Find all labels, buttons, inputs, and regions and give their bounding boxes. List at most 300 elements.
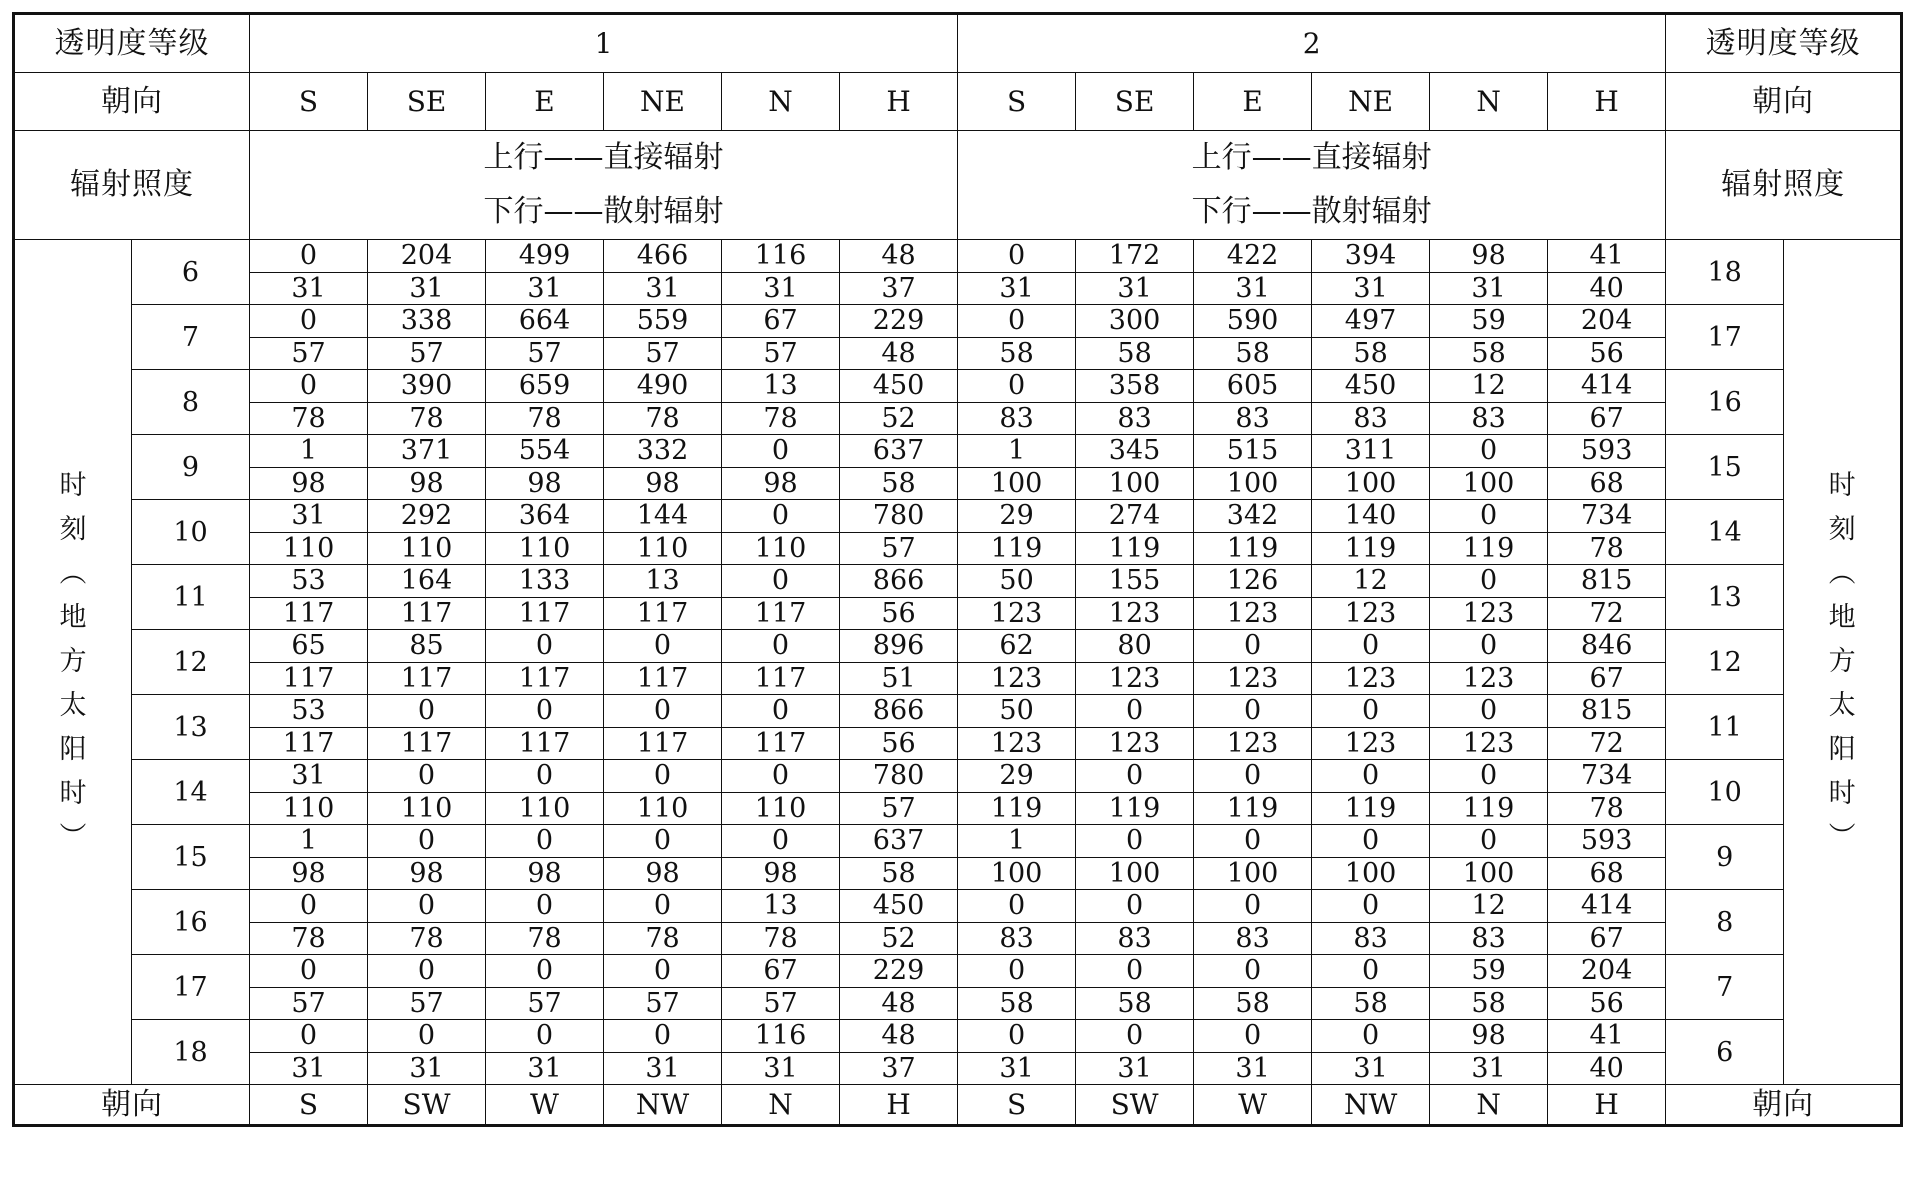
diffuse-value-cell: 68: [1548, 857, 1666, 890]
direct-value-cell: 13: [722, 370, 840, 403]
diffuse-value-cell: 119: [1194, 792, 1312, 825]
direct-value-cell: 65: [250, 630, 368, 663]
diffuse-value-cell: 117: [722, 662, 840, 695]
direct-value-cell: 0: [604, 890, 722, 923]
direct-value-cell: 50: [958, 695, 1076, 728]
diffuse-value-cell: 98: [604, 467, 722, 500]
direct-value-cell: 0: [1312, 955, 1430, 988]
direct-value-cell: 0: [1194, 695, 1312, 728]
time-label-char: 阳: [1828, 734, 1856, 765]
direct-value-cell: 0: [1430, 500, 1548, 533]
direct-value-cell: 490: [604, 370, 722, 403]
diffuse-value-cell: 57: [722, 337, 840, 370]
radiation-label-right: 辐射照度: [1666, 131, 1902, 240]
diffuse-value-cell: 83: [1430, 922, 1548, 955]
direct-value-cell: 815: [1548, 565, 1666, 598]
diffuse-radiation-row: [14, 922, 1902, 955]
direct-value-cell: 0: [1430, 630, 1548, 663]
direct-value-cell: 116: [722, 1020, 840, 1053]
direct-value-cell: 0: [486, 890, 604, 923]
diffuse-value-cell: 52: [840, 402, 958, 435]
direct-value-cell: 414: [1548, 890, 1666, 923]
mirror-hour-cell: 14: [1666, 500, 1784, 565]
diffuse-value-cell: 117: [250, 597, 368, 630]
direct-value-cell: 0: [486, 1020, 604, 1053]
diffuse-value-cell: 110: [486, 532, 604, 565]
direct-value-cell: 0: [486, 955, 604, 988]
diffuse-radiation-row: [14, 597, 1902, 630]
mirror-hour-cell: 10: [1666, 760, 1784, 825]
diffuse-value-cell: 123: [1076, 727, 1194, 760]
diffuse-value-cell: 83: [1076, 922, 1194, 955]
direct-value-cell: 515: [1194, 435, 1312, 468]
direct-value-cell: 13: [604, 565, 722, 598]
time-label-char: 刻: [59, 514, 87, 545]
direct-value-cell: 1: [958, 435, 1076, 468]
diffuse-value-cell: 123: [958, 727, 1076, 760]
direct-value-cell: 0: [1076, 825, 1194, 858]
orientation-cell: S: [250, 1085, 368, 1126]
direct-value-cell: 0: [958, 370, 1076, 403]
direct-value-cell: 0: [722, 825, 840, 858]
direct-value-cell: 67: [722, 305, 840, 338]
diffuse-value-cell: 58: [958, 337, 1076, 370]
direct-value-cell: 0: [604, 760, 722, 793]
direct-value-cell: 0: [1312, 1020, 1430, 1053]
orientation-label-right: 朝向: [1666, 1085, 1902, 1126]
direct-value-cell: 559: [604, 305, 722, 338]
orientation-cell: N: [722, 1085, 840, 1126]
diffuse-value-cell: 56: [1548, 337, 1666, 370]
diffuse-value-cell: 98: [486, 467, 604, 500]
diffuse-value-cell: 117: [486, 727, 604, 760]
orientation-cell: W: [486, 1085, 604, 1126]
direct-value-cell: 98: [1430, 240, 1548, 273]
direct-radiation-row: [14, 305, 1902, 338]
orientation-cell: SE: [368, 73, 486, 131]
direct-value-cell: 450: [840, 890, 958, 923]
diffuse-value-cell: 117: [250, 727, 368, 760]
time-label-char: 地: [59, 602, 87, 633]
time-label-char: 太: [59, 690, 87, 721]
diffuse-value-cell: 31: [958, 1052, 1076, 1085]
mirror-hour-cell: 16: [1666, 370, 1784, 435]
hour-cell: 6: [132, 240, 250, 305]
diffuse-radiation-row: [14, 272, 1902, 305]
mirror-hour-cell: 17: [1666, 305, 1784, 370]
direct-value-cell: 815: [1548, 695, 1666, 728]
time-label-char: 时: [1828, 470, 1856, 501]
direct-value-cell: 155: [1076, 565, 1194, 598]
diffuse-value-cell: 57: [368, 337, 486, 370]
diffuse-value-cell: 58: [1312, 337, 1430, 370]
diffuse-value-cell: 117: [722, 727, 840, 760]
direct-value-cell: 0: [722, 565, 840, 598]
diffuse-value-cell: 78: [486, 402, 604, 435]
diffuse-value-cell: 123: [1312, 662, 1430, 695]
direct-value-cell: 0: [1194, 630, 1312, 663]
diffuse-value-cell: 119: [1312, 532, 1430, 565]
diffuse-radiation-row: [14, 337, 1902, 370]
direct-value-cell: 0: [1076, 955, 1194, 988]
direct-value-cell: 0: [1430, 565, 1548, 598]
direct-value-cell: 62: [958, 630, 1076, 663]
direct-radiation-row: [14, 1020, 1902, 1053]
direct-value-cell: 0: [1312, 630, 1430, 663]
direct-value-cell: 497: [1312, 305, 1430, 338]
direct-value-cell: 229: [840, 305, 958, 338]
direct-value-cell: 0: [250, 370, 368, 403]
orientation-cell: E: [1194, 73, 1312, 131]
solar-radiation-table: [12, 12, 1903, 1127]
diffuse-radiation-row: [14, 727, 1902, 760]
orientation-cell: W: [1194, 1085, 1312, 1126]
diffuse-value-cell: 117: [604, 727, 722, 760]
direct-value-cell: 48: [840, 1020, 958, 1053]
direct-value-cell: 358: [1076, 370, 1194, 403]
mirror-hour-cell: 8: [1666, 890, 1784, 955]
direct-value-cell: 31: [250, 500, 368, 533]
direct-value-cell: 0: [1430, 695, 1548, 728]
direct-value-cell: 229: [840, 955, 958, 988]
hour-cell: 14: [132, 760, 250, 825]
lower-line-diffuse: 下行——散射辐射: [1191, 194, 1432, 229]
diffuse-value-cell: 31: [368, 1052, 486, 1085]
direct-radiation-row: [14, 825, 1902, 858]
time-label-right: [1784, 240, 1902, 1085]
orientation-cell: S: [958, 1085, 1076, 1126]
orientation-row-bottom: [14, 1085, 1902, 1126]
upper-line-direct: 上行——直接辐射: [483, 140, 724, 175]
time-label-char: ︵: [1828, 558, 1856, 589]
direct-value-cell: 172: [1076, 240, 1194, 273]
diffuse-value-cell: 83: [1312, 922, 1430, 955]
diffuse-value-cell: 56: [1548, 987, 1666, 1020]
direct-value-cell: 0: [722, 630, 840, 663]
diffuse-value-cell: 58: [1312, 987, 1430, 1020]
direct-value-cell: 292: [368, 500, 486, 533]
direct-value-cell: 204: [1548, 955, 1666, 988]
diffuse-radiation-row: [14, 792, 1902, 825]
transparency-label-left: 透明度等级: [14, 14, 250, 73]
diffuse-value-cell: 123: [1076, 597, 1194, 630]
diffuse-value-cell: 67: [1548, 662, 1666, 695]
diffuse-value-cell: 78: [1548, 792, 1666, 825]
mirror-hour-cell: 7: [1666, 955, 1784, 1020]
diffuse-value-cell: 58: [1430, 987, 1548, 1020]
time-label-char: 地: [1828, 602, 1856, 633]
diffuse-value-cell: 123: [1430, 727, 1548, 760]
hour-cell: 9: [132, 435, 250, 500]
diffuse-value-cell: 68: [1548, 467, 1666, 500]
diffuse-value-cell: 48: [840, 337, 958, 370]
hour-cell: 18: [132, 1020, 250, 1085]
diffuse-value-cell: 58: [1076, 987, 1194, 1020]
direct-value-cell: 48: [840, 240, 958, 273]
diffuse-value-cell: 98: [250, 467, 368, 500]
direct-value-cell: 41: [1548, 1020, 1666, 1053]
orientation-row-top: [14, 73, 1902, 131]
hour-cell: 17: [132, 955, 250, 1020]
diffuse-value-cell: 119: [958, 792, 1076, 825]
diffuse-value-cell: 57: [722, 987, 840, 1020]
direct-value-cell: 896: [840, 630, 958, 663]
direct-value-cell: 659: [486, 370, 604, 403]
time-label-char: 时: [59, 470, 87, 501]
diffuse-value-cell: 98: [368, 857, 486, 890]
diffuse-value-cell: 57: [250, 987, 368, 1020]
direct-value-cell: 338: [368, 305, 486, 338]
diffuse-value-cell: 31: [1076, 1052, 1194, 1085]
diffuse-value-cell: 31: [486, 1052, 604, 1085]
diffuse-value-cell: 117: [486, 662, 604, 695]
direct-value-cell: 0: [250, 240, 368, 273]
orientation-cell: NW: [604, 1085, 722, 1126]
direct-radiation-row: [14, 565, 1902, 598]
diffuse-value-cell: 31: [958, 272, 1076, 305]
mirror-hour-cell: 6: [1666, 1020, 1784, 1085]
direct-value-cell: 0: [368, 695, 486, 728]
table-wrapper: [12, 12, 1902, 1127]
diffuse-value-cell: 110: [368, 532, 486, 565]
direct-value-cell: 422: [1194, 240, 1312, 273]
direct-value-cell: 12: [1430, 890, 1548, 923]
direct-value-cell: 0: [958, 1020, 1076, 1053]
direct-value-cell: 0: [1076, 695, 1194, 728]
hour-cell: 10: [132, 500, 250, 565]
diffuse-value-cell: 110: [722, 532, 840, 565]
diffuse-value-cell: 31: [604, 1052, 722, 1085]
direct-value-cell: 311: [1312, 435, 1430, 468]
direct-radiation-row: [14, 435, 1902, 468]
diffuse-value-cell: 58: [1430, 337, 1548, 370]
direct-value-cell: 0: [604, 955, 722, 988]
diffuse-value-cell: 31: [1194, 272, 1312, 305]
direct-value-cell: 371: [368, 435, 486, 468]
direct-value-cell: 59: [1430, 955, 1548, 988]
direct-value-cell: 126: [1194, 565, 1312, 598]
diffuse-value-cell: 78: [486, 922, 604, 955]
diffuse-value-cell: 83: [1194, 922, 1312, 955]
diffuse-value-cell: 78: [604, 922, 722, 955]
direct-value-cell: 0: [1194, 760, 1312, 793]
direct-value-cell: 0: [1312, 890, 1430, 923]
direct-value-cell: 80: [1076, 630, 1194, 663]
direct-value-cell: 332: [604, 435, 722, 468]
direct-radiation-row: [14, 695, 1902, 728]
direct-value-cell: 0: [722, 500, 840, 533]
orientation-cell: SW: [1076, 1085, 1194, 1126]
diffuse-value-cell: 31: [1430, 272, 1548, 305]
diffuse-value-cell: 123: [958, 662, 1076, 695]
diffuse-value-cell: 83: [958, 402, 1076, 435]
diffuse-value-cell: 117: [368, 727, 486, 760]
diffuse-value-cell: 119: [1076, 532, 1194, 565]
direct-value-cell: 29: [958, 500, 1076, 533]
direct-value-cell: 0: [722, 435, 840, 468]
diffuse-value-cell: 119: [1430, 532, 1548, 565]
direct-value-cell: 414: [1548, 370, 1666, 403]
direct-value-cell: 0: [486, 760, 604, 793]
direct-value-cell: 0: [1312, 695, 1430, 728]
direct-value-cell: 0: [1194, 825, 1312, 858]
time-label-char: 时: [1828, 778, 1856, 809]
diffuse-value-cell: 31: [250, 1052, 368, 1085]
diffuse-value-cell: 100: [1430, 857, 1548, 890]
hour-cell: 16: [132, 890, 250, 955]
diffuse-value-cell: 58: [1194, 987, 1312, 1020]
diffuse-value-cell: 119: [1076, 792, 1194, 825]
diffuse-value-cell: 100: [1312, 467, 1430, 500]
upper-line-direct: 上行——直接辐射: [1191, 140, 1432, 175]
diffuse-radiation-row: [14, 402, 1902, 435]
diffuse-value-cell: 31: [368, 272, 486, 305]
orientation-cell: S: [250, 73, 368, 131]
direct-value-cell: 554: [486, 435, 604, 468]
direct-value-cell: 846: [1548, 630, 1666, 663]
diffuse-value-cell: 78: [250, 922, 368, 955]
diffuse-value-cell: 78: [604, 402, 722, 435]
direct-value-cell: 780: [840, 760, 958, 793]
direct-value-cell: 0: [486, 825, 604, 858]
direct-value-cell: 59: [1430, 305, 1548, 338]
diffuse-value-cell: 83: [958, 922, 1076, 955]
direct-value-cell: 12: [1430, 370, 1548, 403]
direct-radiation-row: [14, 760, 1902, 793]
diffuse-radiation-row: [14, 532, 1902, 565]
diffuse-value-cell: 57: [250, 337, 368, 370]
diffuse-value-cell: 100: [958, 857, 1076, 890]
direct-value-cell: 0: [604, 1020, 722, 1053]
diffuse-value-cell: 100: [1312, 857, 1430, 890]
orientation-cell: S: [958, 73, 1076, 131]
direct-value-cell: 605: [1194, 370, 1312, 403]
diffuse-value-cell: 78: [722, 922, 840, 955]
diffuse-value-cell: 100: [1076, 857, 1194, 890]
direct-value-cell: 300: [1076, 305, 1194, 338]
orientation-label-right: 朝向: [1666, 73, 1902, 131]
diffuse-value-cell: 83: [1076, 402, 1194, 435]
time-label-char: 方: [59, 646, 87, 677]
diffuse-value-cell: 57: [604, 987, 722, 1020]
diffuse-value-cell: 48: [840, 987, 958, 1020]
diffuse-value-cell: 98: [604, 857, 722, 890]
direct-value-cell: 0: [368, 760, 486, 793]
direct-value-cell: 466: [604, 240, 722, 273]
direct-value-cell: 0: [1312, 760, 1430, 793]
time-label-char: ︵: [59, 558, 87, 589]
orientation-cell: NE: [604, 73, 722, 131]
direct-value-cell: 450: [840, 370, 958, 403]
direct-value-cell: 0: [1430, 825, 1548, 858]
direct-value-cell: 29: [958, 760, 1076, 793]
diffuse-value-cell: 31: [250, 272, 368, 305]
diffuse-value-cell: 117: [250, 662, 368, 695]
diffuse-value-cell: 31: [722, 272, 840, 305]
diffuse-value-cell: 78: [1548, 532, 1666, 565]
diffuse-value-cell: 57: [840, 792, 958, 825]
mirror-hour-cell: 13: [1666, 565, 1784, 630]
direct-value-cell: 0: [1194, 890, 1312, 923]
time-label-char: 刻: [1828, 514, 1856, 545]
orientation-cell: N: [1430, 1085, 1548, 1126]
direct-value-cell: 0: [1194, 955, 1312, 988]
direct-value-cell: 53: [250, 695, 368, 728]
direct-value-cell: 204: [1548, 305, 1666, 338]
direct-value-cell: 1: [958, 825, 1076, 858]
direct-value-cell: 0: [250, 305, 368, 338]
diffuse-value-cell: 58: [840, 467, 958, 500]
diffuse-value-cell: 100: [1194, 857, 1312, 890]
direct-value-cell: 274: [1076, 500, 1194, 533]
diffuse-value-cell: 110: [604, 792, 722, 825]
diffuse-value-cell: 110: [604, 532, 722, 565]
direct-value-cell: 0: [368, 825, 486, 858]
diffuse-radiation-row: [14, 987, 1902, 1020]
diffuse-value-cell: 117: [604, 597, 722, 630]
mirror-hour-cell: 18: [1666, 240, 1784, 305]
diffuse-value-cell: 119: [1312, 792, 1430, 825]
diffuse-value-cell: 123: [1194, 597, 1312, 630]
diffuse-value-cell: 100: [1430, 467, 1548, 500]
direct-value-cell: 390: [368, 370, 486, 403]
diffuse-radiation-row: [14, 467, 1902, 500]
mirror-hour-cell: 15: [1666, 435, 1784, 500]
orientation-cell: H: [1548, 73, 1666, 131]
diffuse-value-cell: 123: [1430, 597, 1548, 630]
orientation-cell: NE: [1312, 73, 1430, 131]
diffuse-value-cell: 57: [604, 337, 722, 370]
transparency-level-2: 2: [958, 14, 1666, 73]
direct-value-cell: 364: [486, 500, 604, 533]
direct-value-cell: 593: [1548, 825, 1666, 858]
diffuse-value-cell: 110: [368, 792, 486, 825]
direct-value-cell: 499: [486, 240, 604, 273]
direct-value-cell: 866: [840, 695, 958, 728]
diffuse-value-cell: 31: [1194, 1052, 1312, 1085]
direct-radiation-row: [14, 630, 1902, 663]
direct-value-cell: 0: [958, 890, 1076, 923]
transparency-row: [14, 14, 1902, 73]
direct-value-cell: 116: [722, 240, 840, 273]
direct-value-cell: 0: [368, 955, 486, 988]
direct-value-cell: 0: [1312, 825, 1430, 858]
time-label-left: [14, 240, 132, 1085]
diffuse-value-cell: 117: [604, 662, 722, 695]
diffuse-value-cell: 83: [1194, 402, 1312, 435]
direct-value-cell: 0: [250, 890, 368, 923]
diffuse-value-cell: 58: [1076, 337, 1194, 370]
diffuse-value-cell: 31: [1076, 272, 1194, 305]
direct-radiation-row: [14, 500, 1902, 533]
diffuse-value-cell: 117: [368, 662, 486, 695]
hour-cell: 15: [132, 825, 250, 890]
direct-value-cell: 0: [604, 825, 722, 858]
orientation-cell: N: [722, 73, 840, 131]
diffuse-value-cell: 110: [486, 792, 604, 825]
direct-value-cell: 394: [1312, 240, 1430, 273]
time-label-char: 时: [59, 778, 87, 809]
direct-value-cell: 53: [250, 565, 368, 598]
direct-value-cell: 0: [958, 240, 1076, 273]
direct-value-cell: 98: [1430, 1020, 1548, 1053]
mirror-hour-cell: 11: [1666, 695, 1784, 760]
diffuse-value-cell: 52: [840, 922, 958, 955]
diffuse-value-cell: 100: [958, 467, 1076, 500]
diffuse-value-cell: 117: [722, 597, 840, 630]
diffuse-value-cell: 40: [1548, 1052, 1666, 1085]
diffuse-value-cell: 123: [1194, 662, 1312, 695]
